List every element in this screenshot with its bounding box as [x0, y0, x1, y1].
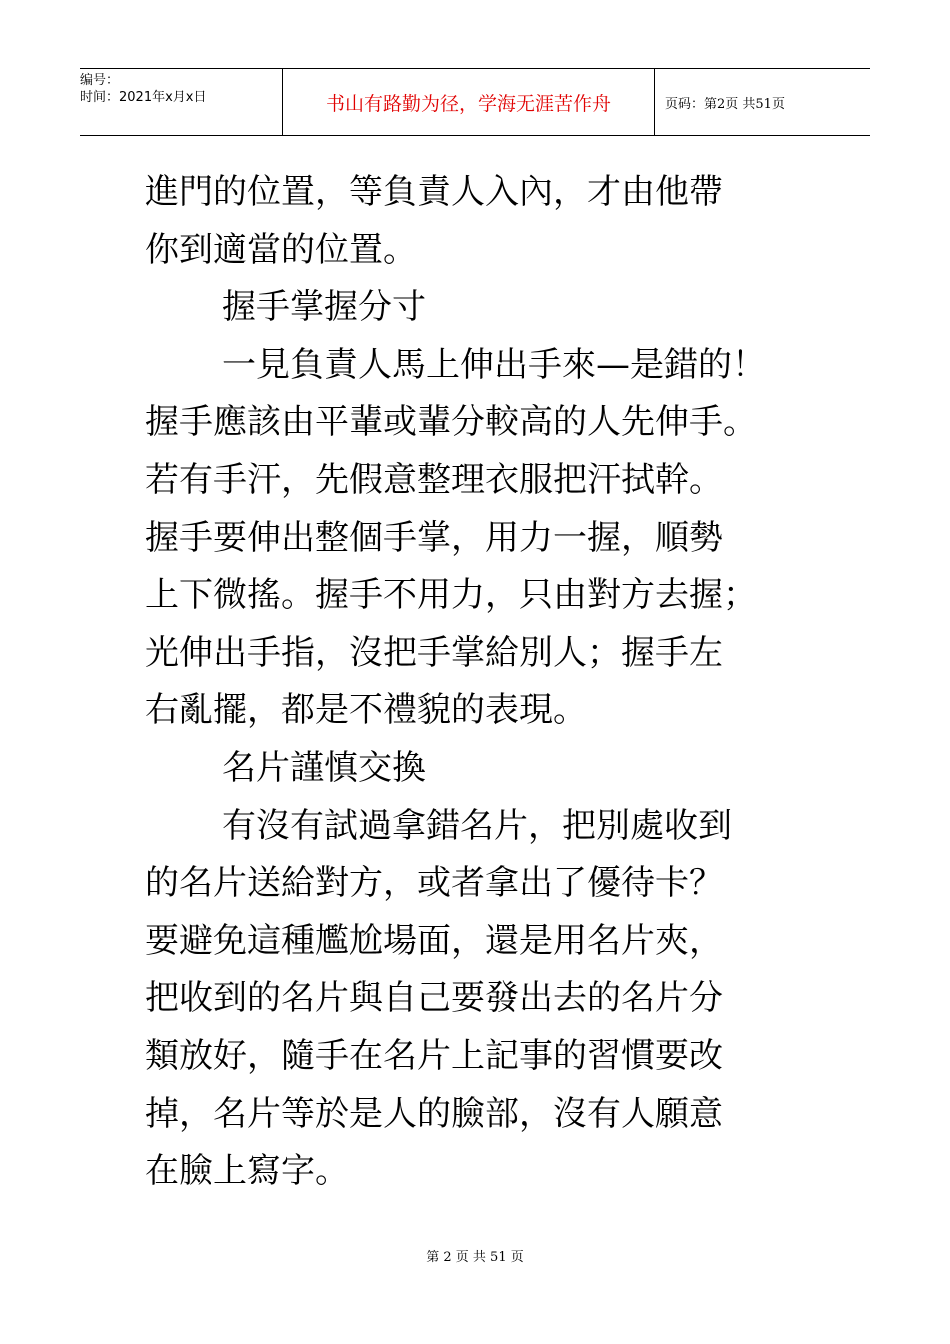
- text-line: 要避免這種尷尬場面，還是用名片夾，: [145, 920, 723, 961]
- text-line: 右亂擺，都是不禮貌的表現。: [145, 690, 587, 731]
- header-motto: 书山有路勤为径，学海无涯苦作舟: [282, 69, 655, 135]
- number-label: 编号：: [80, 73, 120, 88]
- text-line: 光伸出手指，沒把手掌給別人；握手左: [145, 632, 723, 673]
- text-line: 的名片送給對方，或者拿出了優待卡？: [145, 863, 723, 904]
- header-meta: [80, 69, 282, 135]
- page-footer: 第 2 页 共 51 页: [426, 1250, 524, 1265]
- text-line: 上下微搖。握手不用力，只由對方去握；: [145, 575, 757, 616]
- text-line: 若有手汗，先假意整理衣服把汗拭幹。: [145, 459, 723, 500]
- text-line: 有沒有試過拿錯名片，把別處收到: [222, 805, 732, 846]
- text-line: 在臉上寫字。: [145, 1151, 349, 1192]
- text-line: 掉，名片等於是人的臉部，沒有人願意: [145, 1093, 723, 1134]
- document-body: [145, 164, 845, 1201]
- text-line: 一見負責人馬上伸出手來—是錯的！: [222, 344, 766, 385]
- text-line: 你到適當的位置。: [145, 229, 417, 270]
- text-line: 進門的位置，等負責人入內，才由他帶: [145, 172, 723, 212]
- text-line: 類放好，隨手在名片上記事的習慣要改: [145, 1035, 723, 1076]
- text-line: 握手應該由平輩或輩分較高的人先伸手。: [145, 402, 757, 443]
- text-line: 名片謹慎交換: [222, 747, 426, 788]
- text-line: 握手要伸出整個手掌，用力一握，順勢: [145, 517, 723, 558]
- page-header: [80, 68, 870, 136]
- time-label: 时间：2021年x月x日: [80, 90, 207, 105]
- text-line: 把收到的名片與自己要發出去的名片分: [145, 978, 723, 1019]
- header-page-info: 页码：第2页 共51页: [665, 96, 785, 112]
- text-line: 握手掌握分寸: [222, 287, 426, 328]
